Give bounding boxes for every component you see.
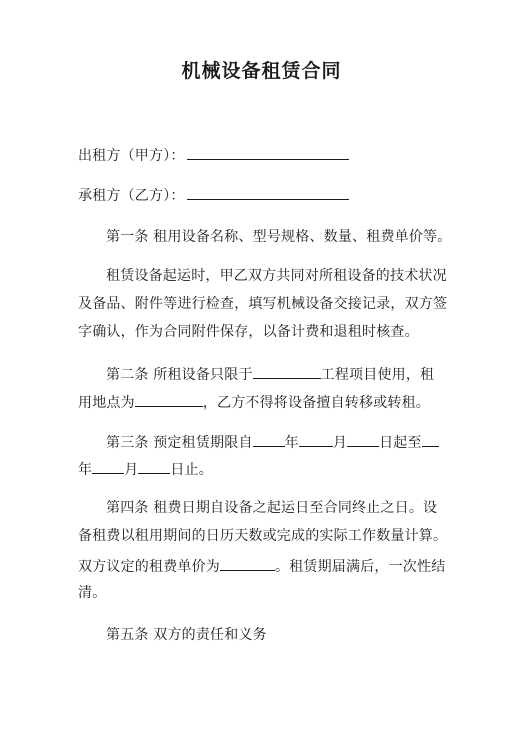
- article-2-text-b: 工程项目使用，租: [320, 367, 435, 383]
- unit-price-blank[interactable]: [220, 556, 275, 571]
- paragraph-1-line-3: 字确认，作为合同附件保存，以备计费和退租时核查。: [78, 324, 419, 340]
- end-year-label: 年: [78, 462, 93, 478]
- start-day-blank[interactable]: [347, 432, 379, 447]
- article-4-text-b: 。租赁期届满后，一次性结: [275, 559, 446, 575]
- article-4-line-1: 第四条 租费日期自设备之起运日至合同终止之日。设: [106, 500, 438, 516]
- article-4-line-4: 清。: [78, 585, 107, 601]
- project-name-blank[interactable]: [253, 364, 321, 379]
- start-month-blank[interactable]: [299, 432, 333, 447]
- lessee-blank[interactable]: [187, 185, 349, 200]
- start-month-label: 月: [332, 435, 348, 451]
- article-2-line-2: [78, 392, 430, 412]
- lessee-line: [78, 185, 349, 205]
- end-month-blank[interactable]: [92, 459, 124, 474]
- article-5: 第五条 双方的责任和义务: [106, 627, 267, 643]
- article-4-text-a: 双方议定的租费单价为: [78, 559, 220, 575]
- lessee-label: 承租方（乙方）：: [78, 188, 185, 204]
- start-day-label: 日起至: [379, 435, 422, 451]
- end-day-label: 日止。: [170, 462, 214, 478]
- article-2-text-c: 用地点为: [78, 395, 135, 411]
- end-day-blank[interactable]: [138, 459, 170, 474]
- article-4-line-3: [78, 556, 445, 576]
- article-2-line-1: [106, 364, 434, 384]
- end-year-blank-part-1[interactable]: [422, 432, 439, 447]
- start-year-label: 年: [284, 435, 299, 451]
- article-3-text-a: 第三条 预定租赁期限自: [106, 435, 253, 451]
- paragraph-1-line-1: 租赁设备起运时，甲乙双方共同对所租设备的技术状况: [106, 268, 447, 284]
- article-3-line-1: [106, 432, 439, 452]
- paragraph-1-line-2: 及备品、附件等进行检查，填写机械设备交接记录，双方签: [78, 296, 448, 312]
- article-2-text-d: ，乙方不得将设备擅自转移或转租。: [202, 395, 431, 411]
- start-year-blank[interactable]: [253, 432, 285, 447]
- end-month-label: 月: [124, 462, 139, 478]
- lessor-blank[interactable]: [187, 145, 349, 160]
- location-blank[interactable]: [135, 392, 203, 407]
- article-4-line-2: 备租费以租用期间的日历天数或完成的实际工作数量计算。: [78, 528, 448, 544]
- article-1: 第一条 租用设备名称、型号规格、数量、租费单价等。: [106, 229, 452, 245]
- document-title: 机械设备租赁合同: [181, 60, 342, 82]
- lessor-line: [78, 145, 349, 165]
- article-2-text-a: 第二条 所租设备只限于: [106, 367, 253, 383]
- article-3-line-2: [78, 459, 213, 479]
- lessor-label: 出租方（甲方）：: [78, 148, 185, 164]
